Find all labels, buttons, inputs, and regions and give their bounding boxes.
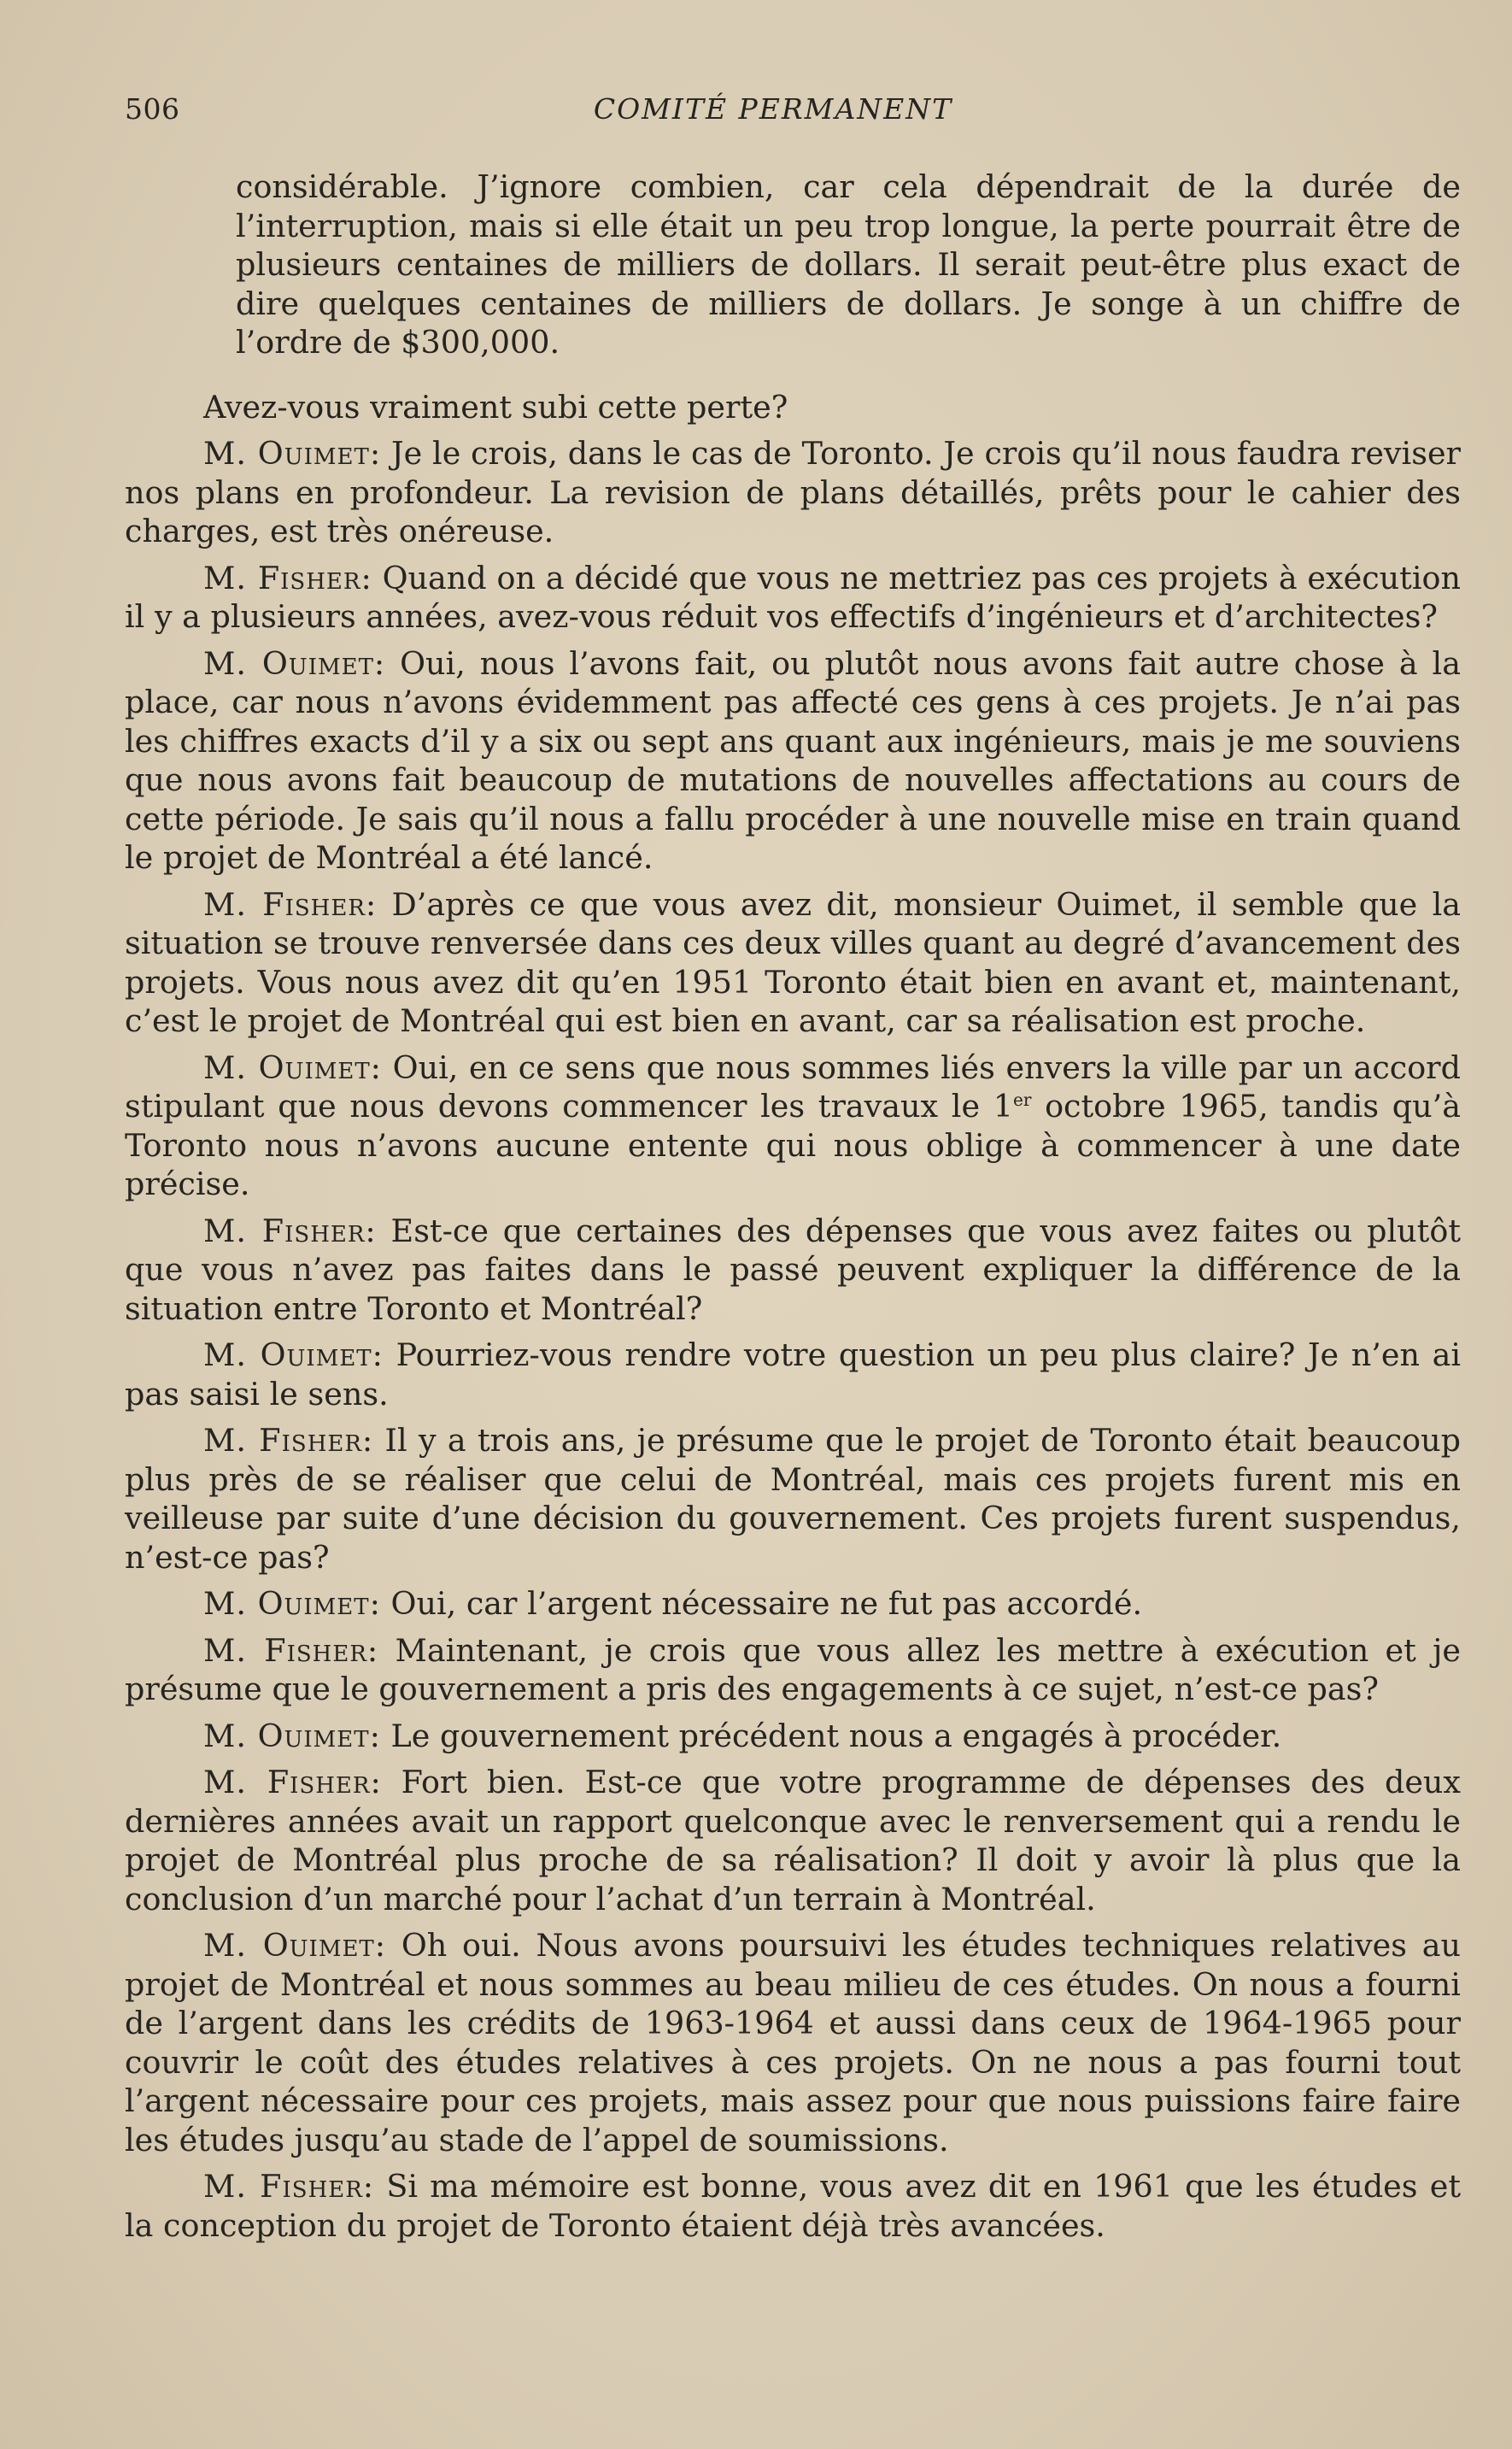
- transcript-paragraph: [125, 1421, 1461, 1577]
- paragraph-text: Fort bien. Est-ce que votre programme de dépenses des deux dernières années avait un rapport quelconque avec le renversement qui a rendu le projet de Montréal plus proche de sa réalisation? Il doit y avoir là plus que la conclusion d’un marché pour l’achat d’un terrain à Montréal.: [125, 1764, 1462, 1918]
- paragraph-text: Il y a trois ans, je présume que le projet de Toronto était beaucoup plus près de se réaliser que celui de Montréal, mais ces projets furent mis en veilleuse par suite d’une décision du gouvernement. Ces projets furent suspendus, n’est-ce pas?: [125, 1422, 1461, 1576]
- speaker-name: M. Ouimet:: [203, 1336, 384, 1373]
- ordinal-superscript: er: [1012, 1089, 1032, 1110]
- running-head: COMITÉ PERMANENT: [593, 92, 953, 126]
- speaker-name: M. Fisher:: [203, 1764, 382, 1800]
- transcript-paragraph: [125, 1336, 1461, 1413]
- speaker-name: M. Ouimet:: [203, 435, 382, 472]
- page-header: [125, 92, 1387, 135]
- paragraph-text: Oui, en ce sens que nous sommes liés envers la ville par un accord stipulant que nous devons commencer les travaux le 1: [125, 1048, 1461, 1125]
- transcript-paragraph: [125, 1048, 1461, 1204]
- speaker-name: M. Fisher:: [203, 1422, 374, 1459]
- speaker-name: M. Fisher:: [203, 559, 372, 596]
- transcript-paragraph: [125, 1763, 1461, 1918]
- paragraph-text-continued: octobre 1965, tandis qu’à Toronto nous n’avons aucune entente qui nous oblige à commencer à une date précise.: [125, 1088, 1461, 1202]
- speaker-name: M. Ouimet:: [203, 1927, 387, 1964]
- paragraph-text: considérable. J’ignore combien, car cela dépendrait de la durée de l’interruption, mais si elle était un peu trop longue, la perte pourrait être de plusieurs centaines de milliers de dollars. Il serait peut-être plus exact de dire quelques centaines de milliers de dollars. Je songe à un chiffre de l’ordre de $300,000.: [236, 168, 1461, 361]
- paragraph-text: Si ma mémoire est bonne, vous avez dit en 1961 que les études et la conception du projet de Toronto étaient déjà très avancées.: [125, 2168, 1461, 2244]
- speaker-name: M. Fisher:: [203, 2168, 375, 2205]
- transcript-paragraph: [125, 1212, 1461, 1329]
- transcript-paragraph: [125, 885, 1461, 1041]
- transcript-paragraph: [125, 1631, 1461, 1709]
- speaker-name: M. Fisher:: [203, 1631, 379, 1669]
- paragraph-text: Est-ce que certaines des dépenses que vous avez faites ou plutôt que vous n’avez pas faites dans le passé peuvent expliquer la différence de la situation entre Toronto et Montréal?: [125, 1212, 1461, 1327]
- speaker-name: M. Ouimet:: [203, 1585, 381, 1622]
- transcript-paragraph: [125, 1717, 1461, 1756]
- transcript-paragraph: [125, 388, 1461, 427]
- paragraph-text: Avez-vous vraiment subi cette perte?: [203, 388, 788, 426]
- transcript-body: [125, 167, 1461, 2252]
- speaker-name: M. Ouimet:: [203, 644, 386, 682]
- paragraph-text: Maintenant, je crois que vous allez les mettre à exécution et je présume que le gouvernement a pris des engagements à ce sujet, n’est-ce pas?: [125, 1631, 1462, 1707]
- transcript-paragraph: [125, 2167, 1461, 2245]
- speaker-name: M. Ouimet:: [203, 1717, 381, 1754]
- paragraph-text: Quand on a décidé que vous ne mettriez pas ces projets à exécution il y a plusieurs années, avez-vous réduit vos effectifs d’ingénieurs et d’architectes?: [125, 559, 1461, 635]
- transcript-paragraph: [125, 559, 1461, 637]
- transcript-paragraph: [125, 644, 1461, 878]
- speaker-name: M. Fisher:: [203, 1212, 377, 1249]
- speaker-name: M. Ouimet:: [203, 1048, 382, 1086]
- transcript-paragraph: [125, 1584, 1461, 1624]
- paragraph-text: Oh oui. Nous avons poursuivi les études techniques relatives au projet de Montréal et nous sommes au beau milieu de ces études. On nous a fourni de l’argent dans les crédits de 1963-1964 et aussi dans ceux de 1964-1965 pour couvrir le coût des études relatives à ces projets. On ne nous a pas fourni tout l’argent nécessaire pour ces projets, mais assez pour que nous puissions faire faire les études jusqu’au stade de l’appel de soumissions.: [125, 1927, 1461, 2158]
- paragraph-text: Je le crois, dans le cas de Toronto. Je crois qu’il nous faudra reviser nos plans en profondeur. La revision de plans détaillés, prêts pour le cahier des charges, est très onéreuse.: [125, 435, 1461, 549]
- continuation-paragraph: [125, 167, 1461, 362]
- page-number: 506: [125, 92, 180, 126]
- paragraph-text: D’après ce que vous avez dit, monsieur Ouimet, il semble que la situation se trouve renversée dans ces deux villes quant au degré d’avancement des projets. Vous nous avez dit qu’en 1951 Toronto était bien en avant et, maintenant, c’est le projet de Montréal qui est bien en avant, car sa réalisation est proche.: [125, 885, 1461, 1039]
- paragraph-text: Oui, nous l’avons fait, ou plutôt nous avons fait autre chose à la place, car nous n’avons évidemment pas affecté ces gens à ces projets. Je n’ai pas les chiffres exacts d’il y a six ou sept ans quant aux ingénieurs, mais je me souviens que nous avons fait beaucoup de mutations de nouvelles affectations au cours de cette période. Je sais qu’il nous a fallu procéder à une nouvelle mise en train quand le projet de Montréal a été lancé.: [125, 644, 1461, 876]
- transcript-paragraph: [125, 434, 1461, 551]
- transcript-paragraph: [125, 1926, 1461, 2159]
- speaker-name: M. Fisher:: [203, 885, 378, 923]
- paragraph-text: Oui, car l’argent nécessaire ne fut pas accordé.: [390, 1585, 1143, 1622]
- paragraph-text: Pourriez-vous rendre votre question un peu plus claire? Je n’en ai pas saisi le sens.: [125, 1336, 1462, 1412]
- paragraph-text: Le gouvernement précédent nous a engagés à procéder.: [390, 1717, 1282, 1754]
